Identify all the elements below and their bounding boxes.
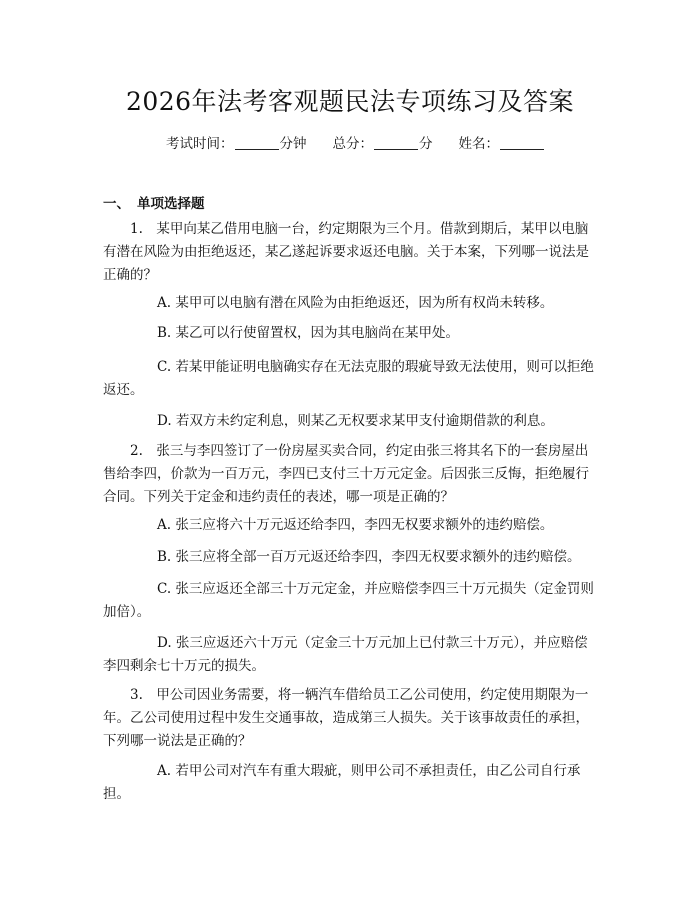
question-2-option-b: B. 张三应将全部一百万元返还给李四，李四无权要求额外的违约赔偿。 xyxy=(157,549,581,565)
time-unit: 分钟 xyxy=(279,136,307,152)
question-3-stem: 3. 甲公司因业务需要，将一辆汽车借给员工乙公司使用，约定使用期限为一年。乙公司使用过程中发生交通事故，造成第三人损失。关于该事故责任的承担，下列哪一说法是正确的？ xyxy=(103,687,589,749)
question-1-option-a: A. 某甲可以电脑有潜在风险为由拒绝返还，因为所有权尚未转移。 xyxy=(157,295,554,311)
page-title: 2026年法考客观题民法专项练习及答案 xyxy=(125,87,575,116)
section-number: 一、 xyxy=(103,196,130,212)
score-blank xyxy=(374,136,418,150)
question-2-stem: 2. 张三与李四签订了一份房屋买卖合同，约定由张三将其名下的一套房屋出售给李四，价款为一百万元，李四已支付三十万元定金。后因张三反悔，拒绝履行合同。下列关于定金和违约责任的表述，哪一项是正确的？ xyxy=(103,443,589,505)
question-3-option-a: A. 若甲公司对汽车有重大瑕疵，则甲公司不承担责任，由乙公司自行承担。 xyxy=(103,763,581,802)
score-label: 总分： xyxy=(332,136,373,152)
question-2-option-a: A. 张三应将六十万元返还给李四，李四无权要求额外的违约赔偿。 xyxy=(157,517,554,533)
question-2-option-d: D. 张三应返还六十万元（定金三十万元加上已付款三十万元），并应赔偿李四剩余七十万元的损失。 xyxy=(103,635,588,674)
name-label: 姓名： xyxy=(458,136,499,152)
section-title: 单项选择题 xyxy=(137,196,205,212)
time-label: 考试时间： xyxy=(166,136,234,152)
score-unit: 分 xyxy=(419,136,433,152)
question-1-stem: 1. 某甲向某乙借用电脑一台，约定期限为三个月。借款到期后，某甲以电脑有潜在风险为由拒绝返还，某乙遂起诉要求返还电脑。关于本案，下列哪一说法是正确的？ xyxy=(103,221,589,283)
question-1-option-d: D. 若双方未约定利息，则某乙无权要求某甲支付逾期借款的利息。 xyxy=(157,413,554,429)
section-heading xyxy=(103,192,205,212)
question-1-option-c: C. 若某甲能证明电脑确实存在无法克服的瑕疵导致无法使用，则可以拒绝返还。 xyxy=(103,359,594,398)
question-1-option-b: B. 某乙可以行使留置权，因为其电脑尚在某甲处。 xyxy=(157,325,460,341)
name-blank xyxy=(500,136,544,150)
question-2-option-c: C. 张三应返还全部三十万元定金，并应赔偿李四三十万元损失（定金罚则加倍）。 xyxy=(103,581,594,620)
exam-meta xyxy=(166,132,545,152)
time-blank xyxy=(235,136,279,150)
